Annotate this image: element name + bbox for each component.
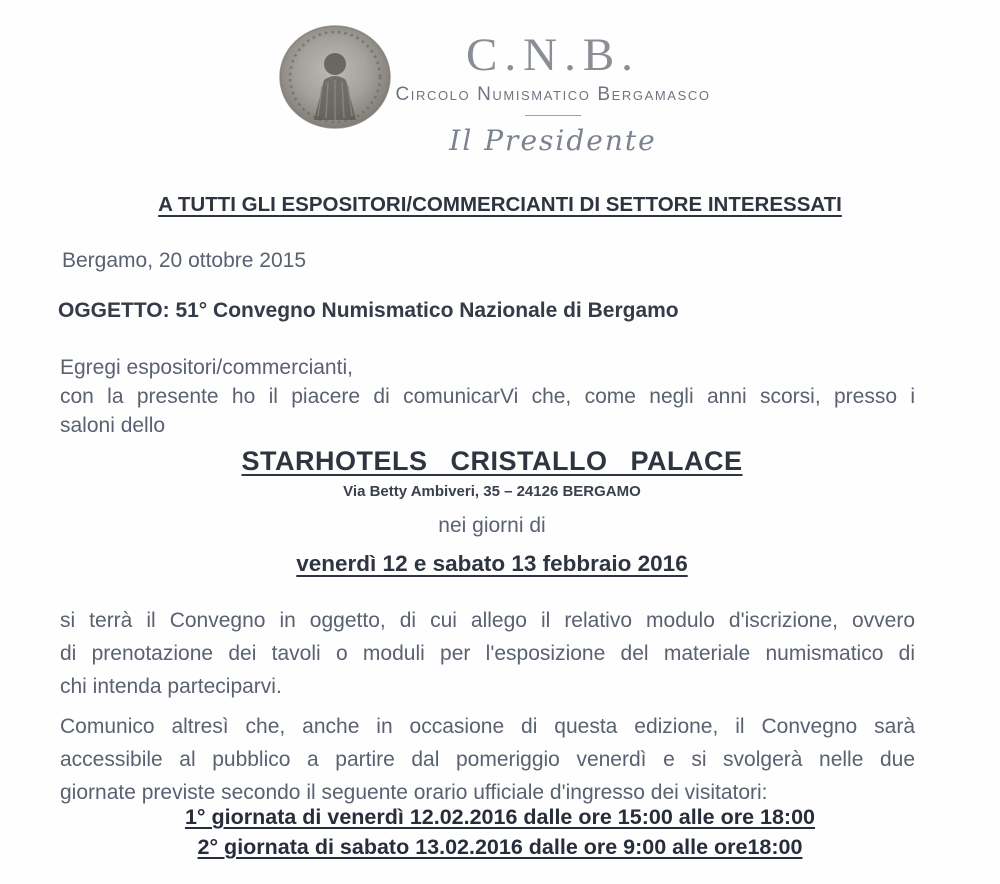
paragraph-1-line-2: di prenotazione dei tavoli o moduli per l'esposizione del materiale numismatico di	[60, 642, 915, 665]
recipient-heading: A TUTTI GLI ESPOSITORI/COMMERCIANTI DI SETTORE INTERESSATI	[158, 193, 842, 216]
paragraph-1-line-3: chi intenda parteciparvi.	[60, 675, 282, 698]
visitor-schedule	[0, 802, 1000, 862]
letterhead-divider	[525, 115, 581, 116]
intro-paragraph	[60, 353, 915, 440]
paragraph-2-line-2: accessibile al pubblico a partire dal pomeriggio venerdì e si svolgerà nelle due	[60, 748, 915, 771]
venue-name: STARHOTELS CRISTALLO PALACE	[241, 446, 743, 476]
intro-line-2: con la presente ho il piacere di comunicarVi che, come negli anni scorsi, presso i	[60, 385, 915, 408]
body-paragraph-1	[60, 604, 915, 703]
paragraph-2-line-1: Comunico altresì che, anche in occasione di questa edizione, il Convegno sarà	[60, 715, 915, 738]
venue-address: Via Betty Ambiveri, 35 – 24126 BERGAMO	[343, 483, 641, 500]
dates-intro: nei giorni di	[438, 514, 546, 537]
org-abbreviation: C.N.B.	[466, 29, 640, 81]
paragraph-1-line-1: si terrà il Convegno in oggetto, di cui allego il relativo modulo d'iscrizione, ovvero	[60, 609, 915, 632]
org-name: Circolo Numismatico Bergamasco	[395, 83, 711, 105]
intro-line-1: Egregi espositori/commercianti,	[60, 356, 353, 379]
letterhead	[106, 30, 1000, 157]
intro-line-3: saloni dello	[60, 414, 166, 437]
body-paragraph-2	[60, 710, 915, 809]
signer-title: Il Presidente	[449, 123, 657, 157]
schedule-day-1: 1° giornata di venerdì 12.02.2016 dalle ore 15:00 alle ore 18:00	[184, 805, 816, 829]
subject-line: OGGETTO: 51° Convegno Numismatico Nazionale di Bergamo	[58, 299, 679, 322]
schedule-day-2: 2° giornata di sabato 13.02.2016 dalle ore 9:00 alle ore18:00	[197, 835, 803, 859]
event-dates: venerdì 12 e sabato 13 febbraio 2016	[296, 551, 688, 576]
date-line: Bergamo, 20 ottobre 2015	[62, 249, 307, 272]
paragraph-2-line-3: giornate previste secondo il seguente orario ufficiale d'ingresso dei visitatori:	[60, 781, 768, 804]
